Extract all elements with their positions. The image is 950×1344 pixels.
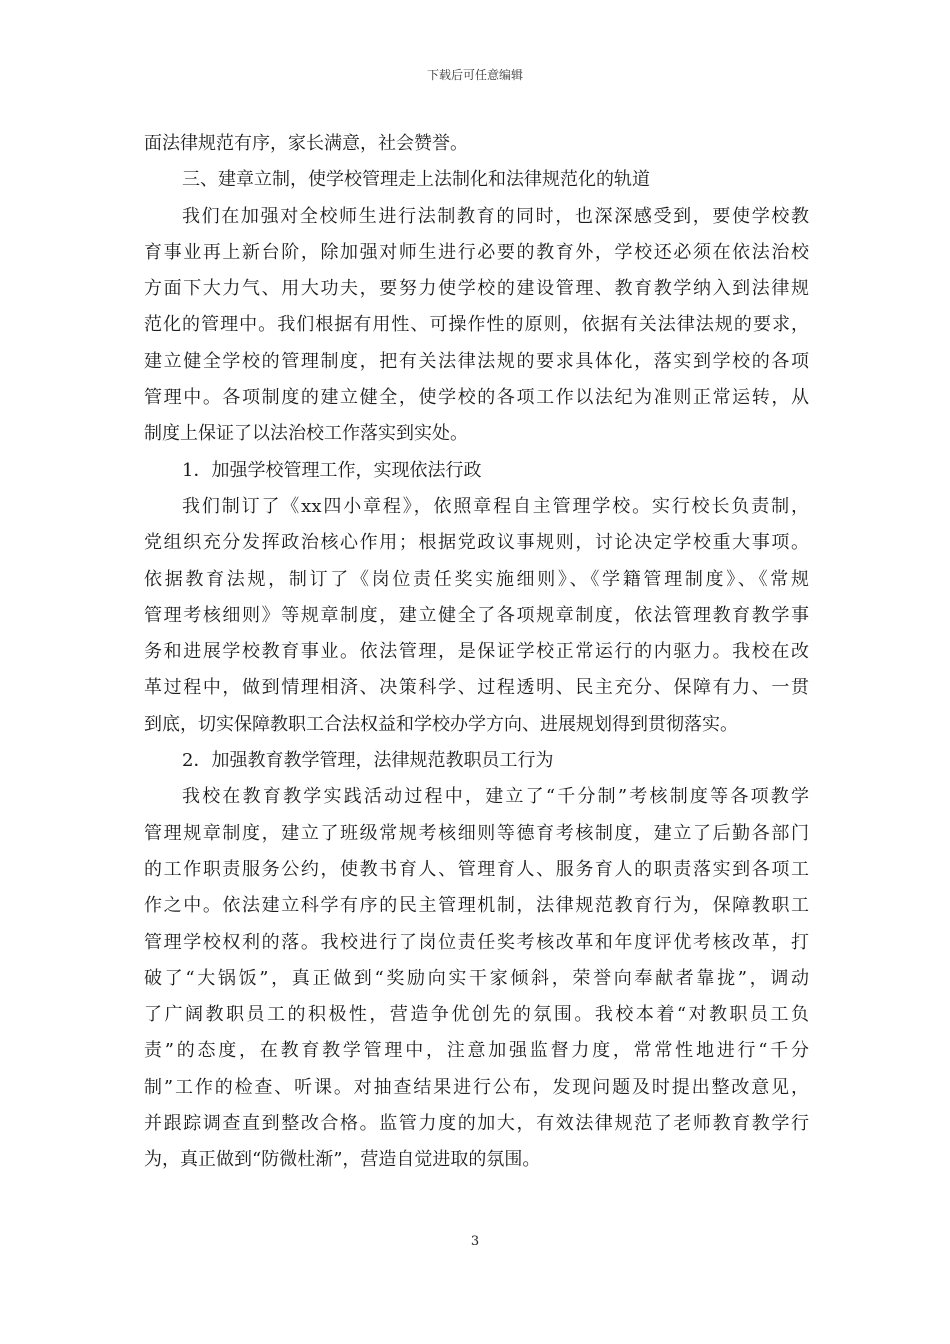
text-line: 的工作职责服务公约，使教书育人、管理育人、服务育人的职责落实到各项工 — [144, 858, 809, 880]
text-line: 范化的管理中。我们根据有用性、可操作性的原则，依据有关法律法规的要求， — [144, 314, 809, 336]
text-line: 制”工作的检查、听课。对抽查结果进行公布，发现问题及时提出整改意见， — [144, 1076, 809, 1098]
text-line: 面法律规范有序，家长满意，社会赞誉。 — [144, 133, 468, 154]
text-line: 革过程中，做到情理相済、决策科学、过程透明、民主充分、保障有力、一贯 — [144, 677, 809, 699]
text-line: 作之中。依法建立科学有序的民主管理机制，法律规范教育行为，保障教职工 — [144, 895, 809, 917]
text-line: 并跟踪调查直到整改合格。监管力度的加大，有效法律规范了老师教育教学行 — [144, 1113, 809, 1135]
text-line: 管理学校权利的落。我校进行了岗位责任奖考核改革和年度评优考核改革，打 — [144, 931, 809, 953]
section-heading: 三、建章立制，使学校管理走上法制化和法律规范化的轨道 — [182, 169, 650, 191]
text-line: 破了“大锅饭”，真正做到“奖励向实干家倾斜，荣誉向奉献者靠拢”，调动 — [144, 967, 809, 989]
document-body — [144, 126, 809, 1179]
text-line: 责”的态度，在教育教学管理中，注意加强监督力度，常常性地进行“千分 — [144, 1040, 809, 1062]
text-line: 建立健全学校的管理制度，把有关法律法规的要求具体化，落实到学校的各项 — [144, 350, 809, 372]
text-line: 为，真正做到“防微杜渐”，营造自觉进取的氛围。 — [144, 1149, 541, 1171]
text-line: 管理考核细则》等规章制度，建立健全了各项规章制度，依法管理教育教学事 — [144, 604, 809, 626]
text-line: 管理规章制度，建立了班级常规考核细则等德育考核制度，建立了后勤各部门 — [144, 822, 809, 844]
text-line: 依据教育法规，制订了《岗位责任奖实施细则》、《学籍管理制度》、《常规 — [144, 568, 809, 590]
text-line: 我校在教育教学实践活动过程中，建立了“千分制”考核制度等各项教学 — [182, 786, 809, 808]
text-line: 党组织充分发挥政治核心作用；根据党政议事规则，讨论决定学校重大事项。 — [144, 532, 809, 554]
text-line: 方面下大力气、用大功夫，要努力使学校的建设管理、教育教学纳入到法律规 — [144, 278, 809, 300]
text-line: 我们制订了《xx四小章程》，依照章程自主管理学校。实行校长负责制， — [182, 495, 809, 517]
text-line: 管理中。各项制度的建立健全，使学校的各项工作以法纪为准则正常运转，从 — [144, 387, 809, 409]
text-line: 制度上保证了以法治校工作落实到实处。 — [144, 423, 468, 445]
text-line: 我们在加强对全校师生进行法制教育的同时，也深深感受到，要使学校教 — [182, 205, 809, 227]
page-header: 下载后可任意编辑 — [426, 68, 523, 82]
text-line: 务和进展学校教育事业。依法管理，是保证学校正常运行的内驱力。我校在改 — [144, 641, 809, 663]
text-line: 了广阔教职员工的积极性，营造争优创先的氛围。我校本着“对教职员工负 — [144, 1004, 809, 1026]
text-line: 育事业再上新台阶，除加强对师生进行必要的教育外，学校还必须在依法治校 — [144, 241, 809, 263]
subsection-heading: 1．加强学校管理工作，实现依法行政 — [182, 459, 482, 481]
subsection-heading: 2．加强教育教学管理，法律规范教职员工行为 — [182, 750, 554, 772]
text-line: 到底，切实保障教职工合法权益和学校办学方向、进展规划得到贯彻落实。 — [144, 713, 738, 735]
page-number: 3 — [470, 1234, 480, 1249]
